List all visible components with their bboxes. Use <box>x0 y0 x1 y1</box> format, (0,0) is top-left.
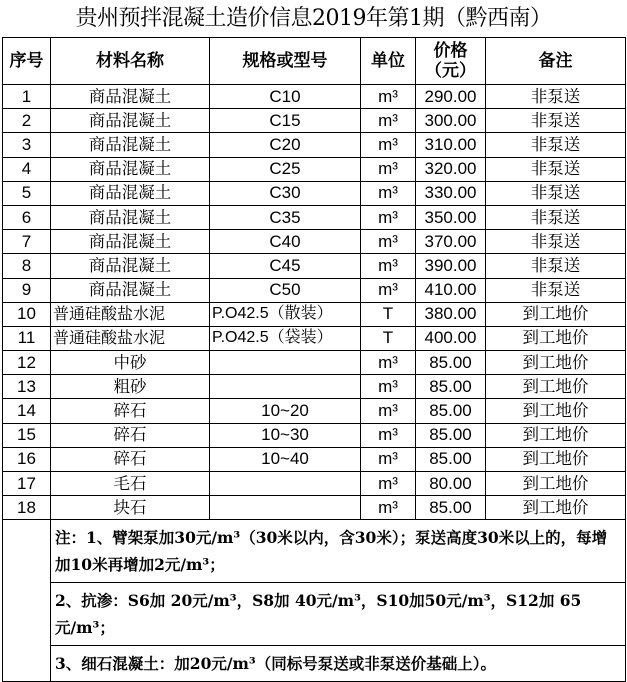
table-row <box>3 230 626 254</box>
cell-price: 290.00 <box>416 85 486 109</box>
table-row <box>3 375 626 399</box>
cell-price: 85.00 <box>416 447 486 471</box>
cell-spec: P.O42.5（袋装） <box>210 326 361 350</box>
cell-unit: m³ <box>361 472 416 496</box>
header-row <box>3 38 626 85</box>
cell-remark: 非泵送 <box>486 181 626 205</box>
cell-index: 15 <box>3 423 51 447</box>
table-row <box>3 423 626 447</box>
note-1: 注：1、臂架泵加30元/m³（30米以内，含30米）；泵送高度30米以上的，每增加10米再增加2元/m³； <box>55 528 608 575</box>
cell-material-name: 粗砂 <box>51 375 210 399</box>
table-row <box>3 133 626 157</box>
note-row <box>3 520 626 583</box>
cell-spec: P.O42.5（散装） <box>210 302 361 326</box>
cell-unit: T <box>361 326 416 350</box>
cell-spec: C20 <box>210 133 361 157</box>
cell-material-name: 商品混凝土 <box>51 205 210 229</box>
note-2: 2、抗渗：S6加 20元/m³，S8加 40元/m³，S10加50元/m³，S12加 65元/m³； <box>55 591 582 638</box>
cell-price: 370.00 <box>416 230 486 254</box>
cell-price: 390.00 <box>416 254 486 278</box>
table-row <box>3 157 626 181</box>
cell-spec <box>210 496 361 520</box>
cell-material-name: 商品混凝土 <box>51 133 210 157</box>
cell-remark: 非泵送 <box>486 133 626 157</box>
cell-spec: 10~30 <box>210 423 361 447</box>
table-row <box>3 85 626 109</box>
cell-remark: 非泵送 <box>486 278 626 302</box>
cell-unit: m³ <box>361 85 416 109</box>
cell-material-name: 商品混凝土 <box>51 181 210 205</box>
cell-material-name: 商品混凝土 <box>51 254 210 278</box>
cell-index: 17 <box>3 472 51 496</box>
cell-remark: 非泵送 <box>486 230 626 254</box>
table-row <box>3 351 626 375</box>
notes-section <box>3 520 626 682</box>
cell-index: 9 <box>3 278 51 302</box>
cell-unit: m³ <box>361 496 416 520</box>
cell-spec: C45 <box>210 254 361 278</box>
cell-remark: 到工地价 <box>486 302 626 326</box>
cell-index: 13 <box>3 375 51 399</box>
cell-index: 10 <box>3 302 51 326</box>
note-row <box>3 583 626 646</box>
cell-remark: 非泵送 <box>486 254 626 278</box>
cell-price: 85.00 <box>416 351 486 375</box>
cell-material-name: 商品混凝土 <box>51 85 210 109</box>
cell-remark: 到工地价 <box>486 496 626 520</box>
note-cell-3 <box>51 646 626 682</box>
cell-spec: C15 <box>210 109 361 133</box>
cell-material-name: 碎石 <box>51 447 210 471</box>
cell-material-name: 碎石 <box>51 399 210 423</box>
cell-material-name: 毛石 <box>51 472 210 496</box>
cell-spec: 10~20 <box>210 399 361 423</box>
cell-index: 3 <box>3 133 51 157</box>
cell-spec: C50 <box>210 278 361 302</box>
table-row <box>3 302 626 326</box>
cell-material-name: 商品混凝土 <box>51 278 210 302</box>
cell-unit: m³ <box>361 375 416 399</box>
cell-price: 410.00 <box>416 278 486 302</box>
price-table <box>2 37 626 682</box>
table-row <box>3 447 626 471</box>
header-spec: 规格或型号 <box>210 38 361 85</box>
cell-material-name: 商品混凝土 <box>51 230 210 254</box>
header-unit: 单位 <box>361 38 416 85</box>
cell-spec: C40 <box>210 230 361 254</box>
note-cell-2 <box>51 583 626 646</box>
header-price <box>416 38 486 85</box>
table-body <box>3 85 626 520</box>
note-blank-cell <box>3 520 51 682</box>
cell-remark: 非泵送 <box>486 109 626 133</box>
cell-remark: 非泵送 <box>486 205 626 229</box>
cell-index: 16 <box>3 447 51 471</box>
cell-material-name: 块石 <box>51 496 210 520</box>
cell-material-name: 商品混凝土 <box>51 157 210 181</box>
cell-remark: 到工地价 <box>486 375 626 399</box>
cell-price: 300.00 <box>416 109 486 133</box>
header-price-line1: 价格 <box>433 41 468 61</box>
cell-spec <box>210 375 361 399</box>
cell-index: 5 <box>3 181 51 205</box>
cell-index: 11 <box>3 326 51 350</box>
cell-spec: C10 <box>210 85 361 109</box>
cell-remark: 非泵送 <box>486 85 626 109</box>
cell-unit: m³ <box>361 205 416 229</box>
cell-material-name: 普通硅酸盐水泥 <box>51 326 210 350</box>
cell-price: 400.00 <box>416 326 486 350</box>
header-index: 序号 <box>3 38 51 85</box>
cell-spec: C30 <box>210 181 361 205</box>
sheet-title: 贵州预拌混凝土造价信息2019年第1期（黔西南） <box>75 6 552 31</box>
cell-price: 85.00 <box>416 496 486 520</box>
table-row <box>3 205 626 229</box>
cell-index: 6 <box>3 205 51 229</box>
cell-remark: 到工地价 <box>486 472 626 496</box>
table-row <box>3 278 626 302</box>
cell-material-name: 普通硅酸盐水泥 <box>51 302 210 326</box>
header-remark: 备注 <box>486 38 626 85</box>
cell-price: 85.00 <box>416 399 486 423</box>
table-row <box>3 496 626 520</box>
cell-spec: C25 <box>210 157 361 181</box>
cell-unit: m³ <box>361 423 416 447</box>
cell-spec: 10~40 <box>210 447 361 471</box>
cell-index: 4 <box>3 157 51 181</box>
cell-unit: m³ <box>361 109 416 133</box>
cell-remark: 到工地价 <box>486 351 626 375</box>
cell-material-name: 碎石 <box>51 423 210 447</box>
cell-unit: m³ <box>361 447 416 471</box>
cell-index: 12 <box>3 351 51 375</box>
cell-index: 8 <box>3 254 51 278</box>
cell-unit: m³ <box>361 133 416 157</box>
table-row <box>3 181 626 205</box>
cell-index: 2 <box>3 109 51 133</box>
header-price-line2: （元） <box>425 61 476 81</box>
cell-price: 80.00 <box>416 472 486 496</box>
cell-price: 350.00 <box>416 205 486 229</box>
cell-unit: m³ <box>361 399 416 423</box>
header-name: 材料名称 <box>51 38 210 85</box>
cell-remark: 到工地价 <box>486 399 626 423</box>
cell-unit: T <box>361 302 416 326</box>
cell-unit: m³ <box>361 278 416 302</box>
cell-price: 310.00 <box>416 133 486 157</box>
cell-price: 85.00 <box>416 375 486 399</box>
cell-material-name: 中砂 <box>51 351 210 375</box>
cell-unit: m³ <box>361 181 416 205</box>
cell-price: 320.00 <box>416 157 486 181</box>
cell-spec: C35 <box>210 205 361 229</box>
cell-remark: 到工地价 <box>486 423 626 447</box>
cell-unit: m³ <box>361 230 416 254</box>
table-row <box>3 472 626 496</box>
cell-price: 85.00 <box>416 423 486 447</box>
cell-index: 14 <box>3 399 51 423</box>
cell-index: 7 <box>3 230 51 254</box>
table-row <box>3 399 626 423</box>
table-row <box>3 326 626 350</box>
cell-index: 1 <box>3 85 51 109</box>
cell-spec <box>210 472 361 496</box>
cell-unit: m³ <box>361 157 416 181</box>
cell-price: 330.00 <box>416 181 486 205</box>
cell-remark: 非泵送 <box>486 157 626 181</box>
table-row <box>3 109 626 133</box>
table-row <box>3 254 626 278</box>
cell-remark: 到工地价 <box>486 447 626 471</box>
cell-material-name: 商品混凝土 <box>51 109 210 133</box>
cell-remark: 到工地价 <box>486 326 626 350</box>
cell-unit: m³ <box>361 351 416 375</box>
note-row <box>3 646 626 682</box>
cell-price: 380.00 <box>416 302 486 326</box>
note-cell-1 <box>51 520 626 583</box>
cell-unit: m³ <box>361 254 416 278</box>
cell-spec <box>210 351 361 375</box>
note-3: 3、细石混凝土：加20元/m³（同标号泵送或非泵送价基础上）。 <box>55 654 496 674</box>
cell-index: 18 <box>3 496 51 520</box>
